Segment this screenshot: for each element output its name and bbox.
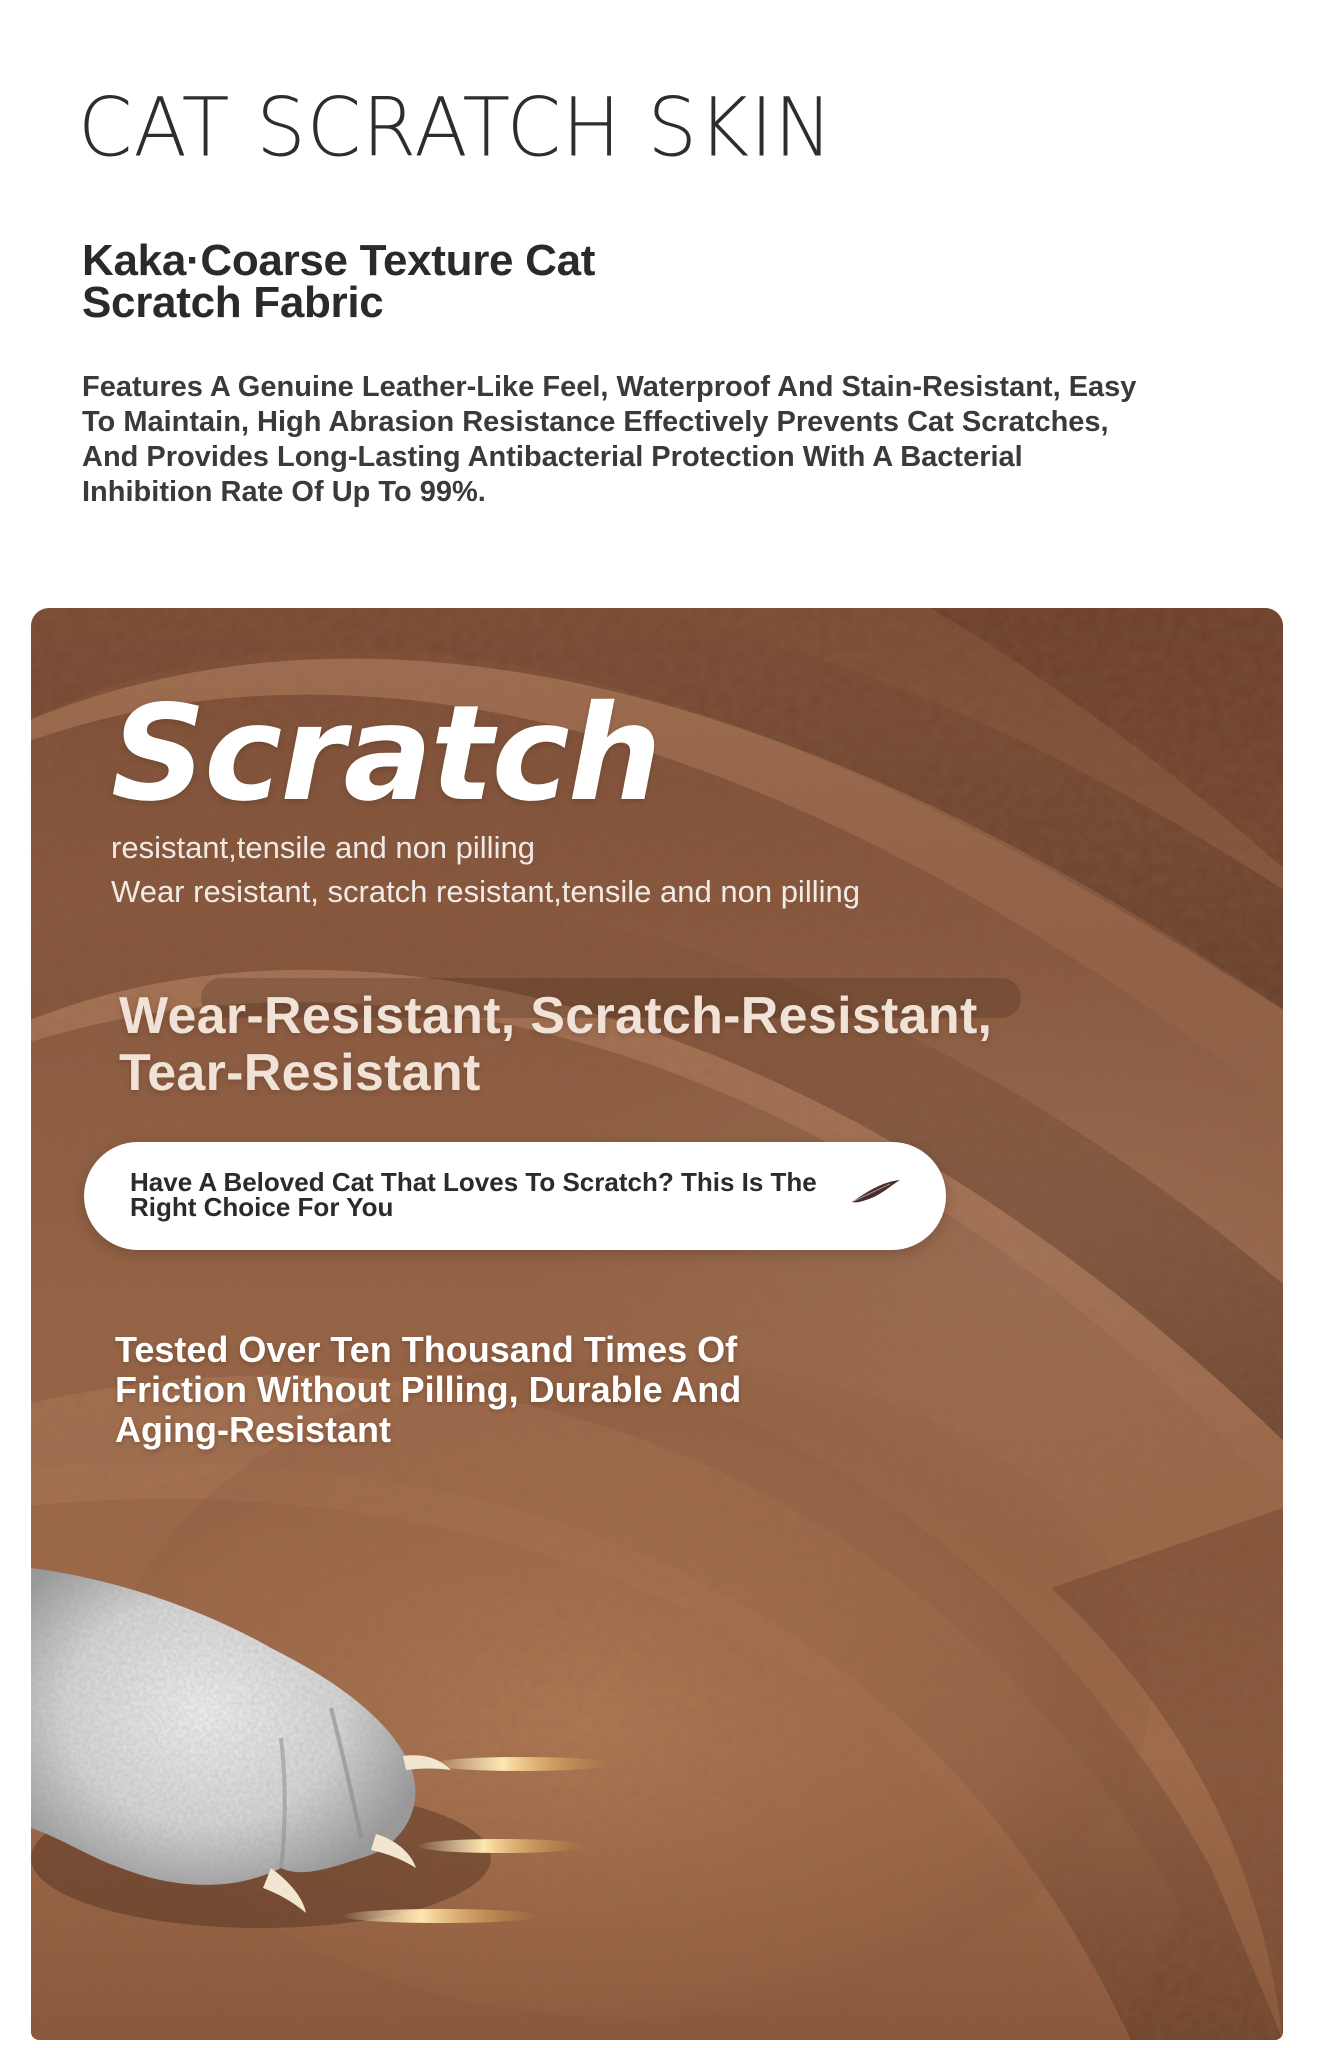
tagline-long: Wear resistant, scratch resistant,tensile and non pilling bbox=[111, 874, 860, 909]
tagline-short: resistant,tensile and non pilling bbox=[111, 830, 535, 865]
leather-hero-panel bbox=[31, 608, 1283, 2040]
product-name: Kaka·Coarse Texture Cat Scratch Fabric bbox=[82, 236, 596, 327]
tested-durability-text: Tested Over Ten Thousand Times Of Friction Without Pilling, Durable And Aging-Resistant bbox=[115, 1329, 742, 1450]
choice-callout-text: Have A Beloved Cat That Loves To Scratch? This Is The Right Choice For You bbox=[130, 1167, 817, 1222]
scratch-headline: Scratch bbox=[111, 677, 660, 831]
page-title: CAT SCRATCH SKIN bbox=[78, 81, 834, 176]
product-description: Features A Genuine Leather-Like Feel, Waterproof And Stain-Resistant, Easy To Maintain, High Abrasion Resistance Effectively Prevents Cat Scratches, And Provides Long-Lasting Antibacterial Protection With A Bacterial Inhibition Rate Of Up To 99%. bbox=[82, 371, 1137, 508]
resistance-headline: Wear-Resistant, Scratch-Resistant, Tear-Resistant bbox=[119, 987, 993, 1102]
cat-paw-image bbox=[31, 1538, 651, 1968]
feather-icon bbox=[850, 1176, 902, 1206]
choice-callout-pill bbox=[84, 1142, 946, 1250]
